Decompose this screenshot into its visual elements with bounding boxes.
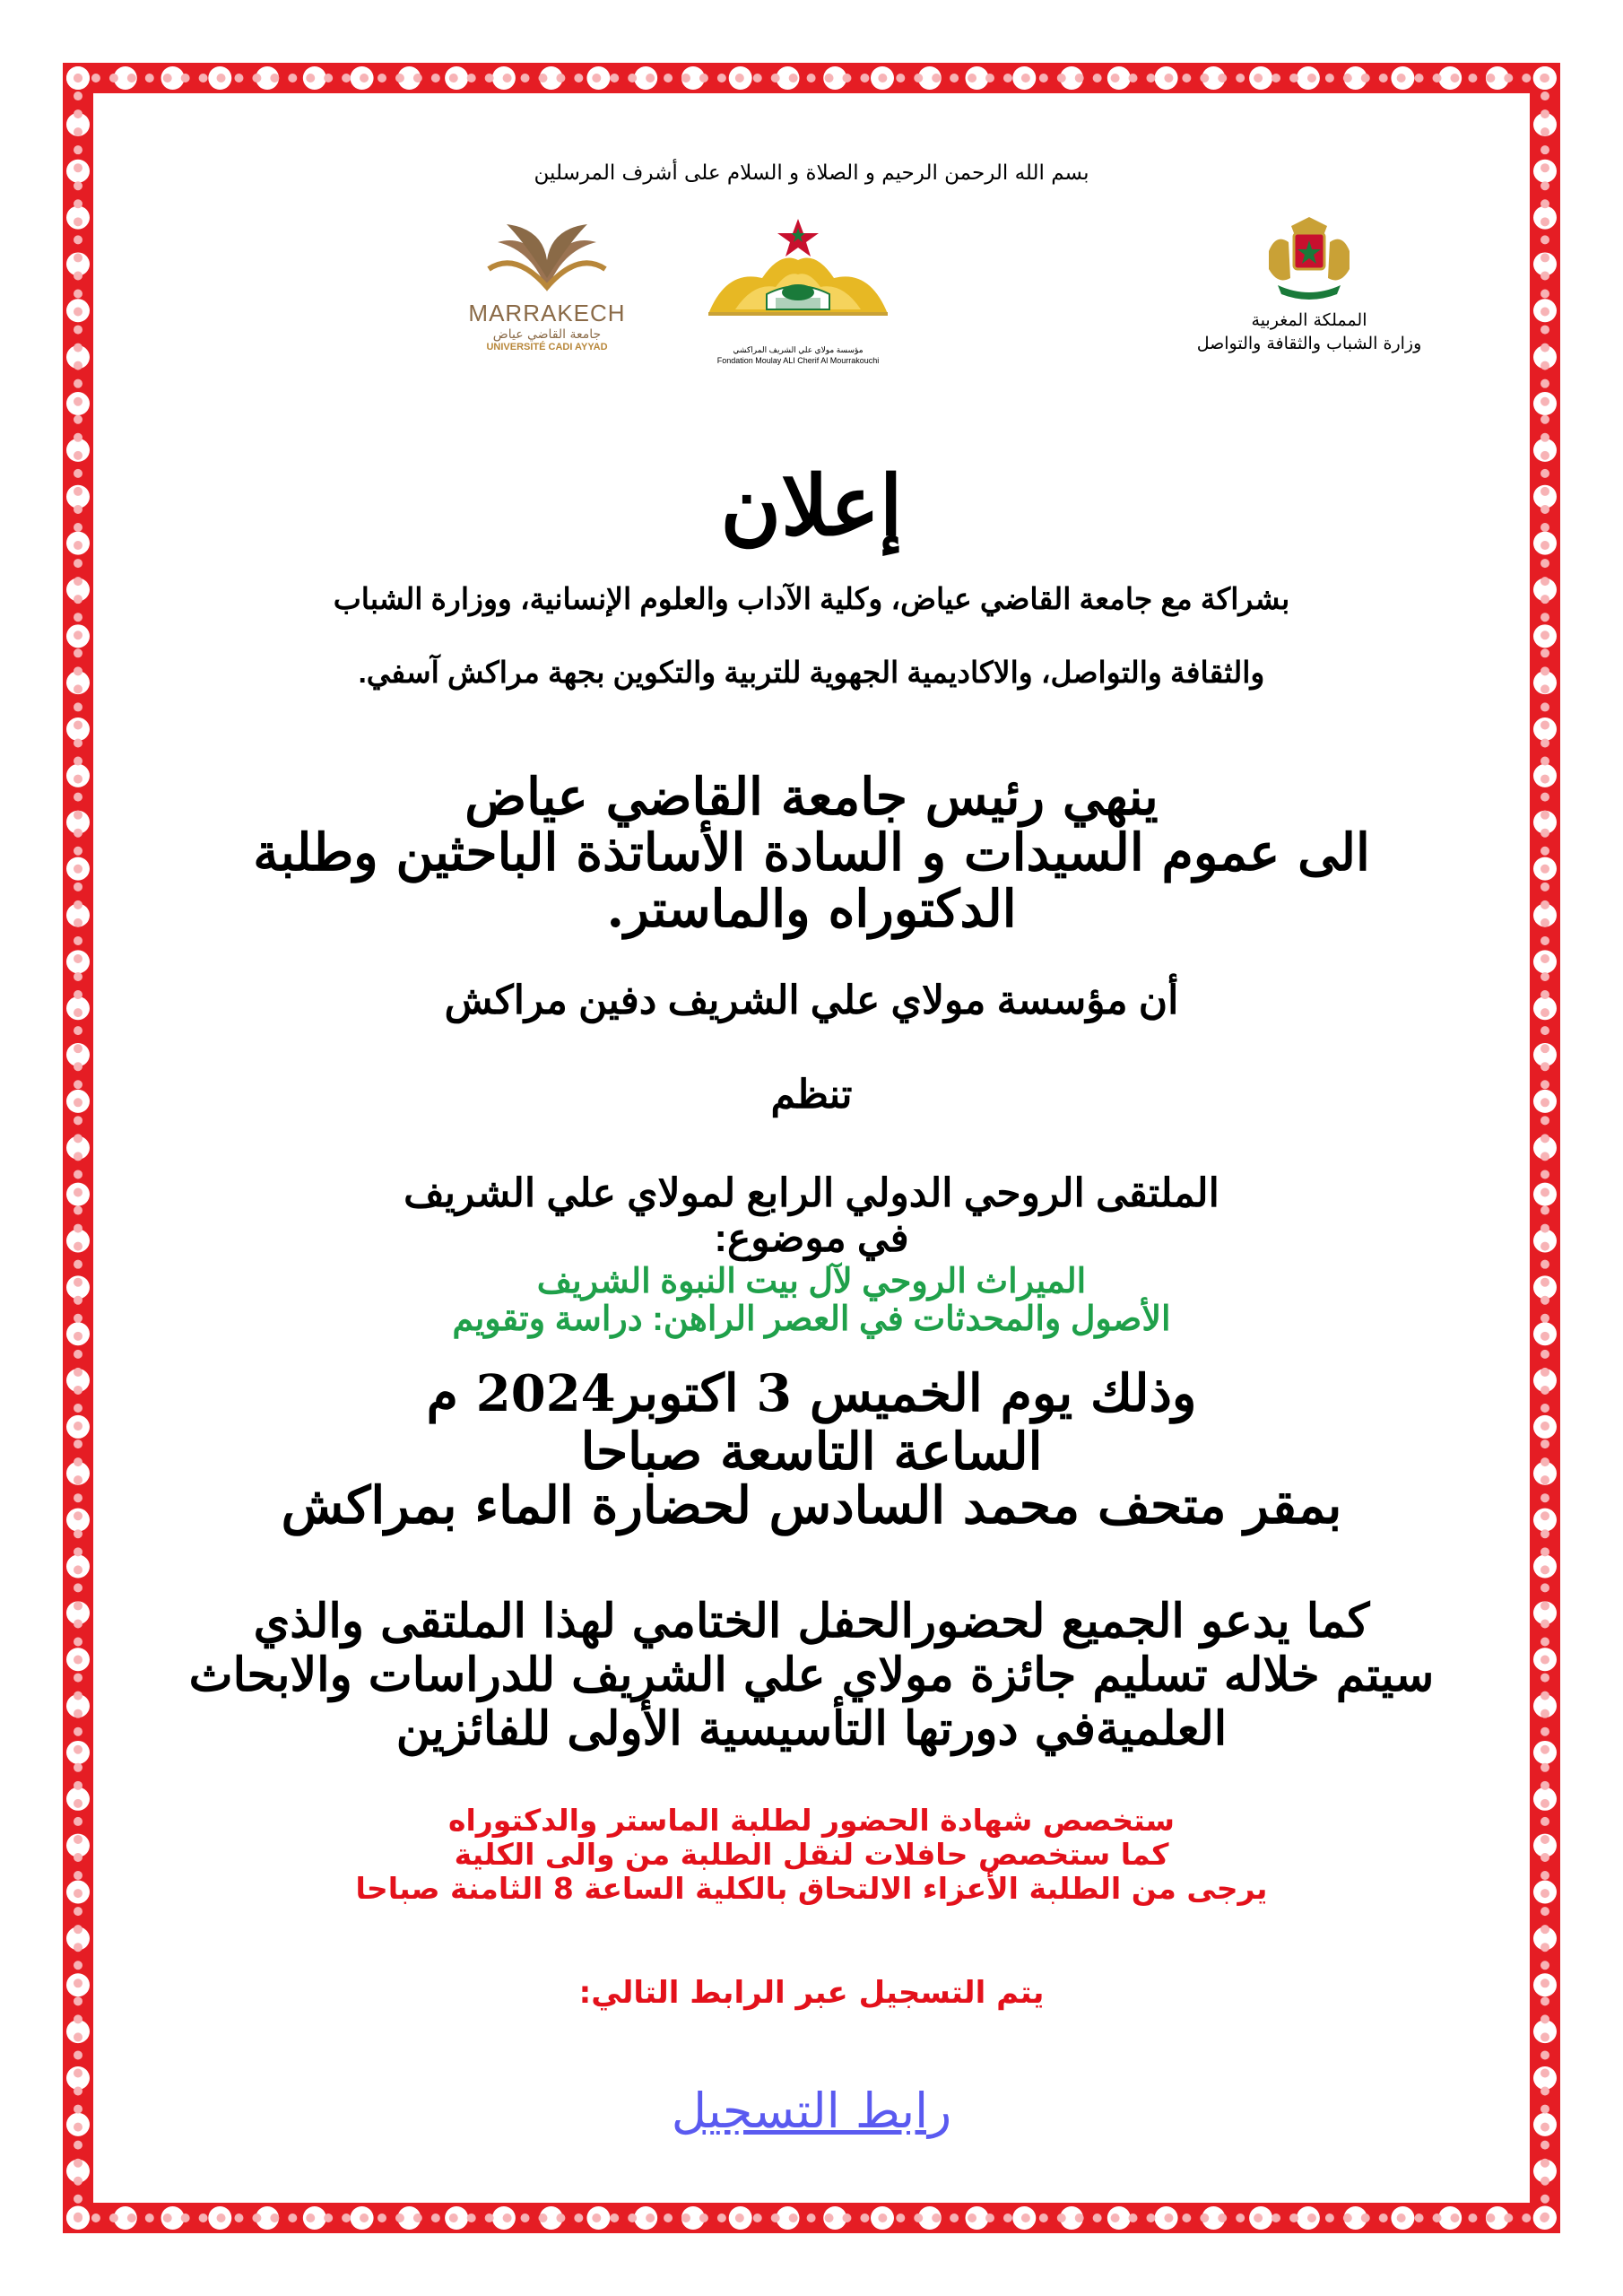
note-arrival: يرجى من الطلبة الأعزاء الالتحاق بالكلية الساعة 8 الثامنة صباحا [355,1871,1268,1906]
university-name-ar: جامعة القاضي عياض [492,327,602,342]
date-year: 2024 [475,1364,616,1423]
notice-line-3: الدكتوراه والماستر. [606,879,1017,939]
invitation-line-3: العلميةفي دورتها التأسيسية الأولى للفائزين [395,1701,1228,1756]
event-date [143,1363,1480,1423]
ministry-logo [1193,215,1426,355]
organizes-text: تنظم [770,1073,853,1117]
date-suffix: م [426,1363,458,1423]
decorative-border [63,63,1560,2233]
foundation-name-ar: مؤسسة مولاي علي الشريف المراكشي [733,345,864,354]
notice-line-1: ينهي رئيس جامعة القاضي عياض [464,767,1159,827]
ministry-name-line1: المملكة المغربية [1251,310,1367,330]
university-name-fr: UNIVERSITÉ CADI AYYAD [486,342,608,352]
topic-line-2: الأصول والمحدثات في العصر الراهن: دراسة وتقويم [452,1300,1171,1338]
date-prefix: وذلك يوم الخميس 3 اكتوبر [615,1363,1197,1423]
university-palm-icon [480,215,614,296]
coat-of-arms-icon [1260,215,1358,305]
event-name: الملتقى الروحي الدولي الرابع لمولاي علي الشريف [404,1171,1219,1215]
invitation-line-2: سيتم خلاله تسليم جائزة مولاي علي الشريف للدراسات والابحاث [188,1648,1435,1702]
registration-instruction: يتم التسجيل عبر الرابط التالي: [578,1975,1045,2011]
university-logo [457,215,637,352]
partnership-line-2: والثقافة والتواصل، والاكاديمية الجهوية للتربية والتكوين بجهة مراكش آسفي. [358,656,1265,689]
registration-link[interactable]: رابط التسجيل [671,2083,952,2139]
note-certificate: ستخصص شهادة الحضور لطلبة الماستر والدكتوراه [448,1803,1175,1838]
foundation-name-latin: Fondation Moulay ALI Cherif Al Mourrakouchi [716,356,880,365]
organizer-text: أن مؤسسة مولاي علي الشريف دفين مراكش [444,978,1179,1022]
event-time: الساعة التاسعة صباحا [580,1422,1043,1482]
university-city: MARRAKECH [468,300,626,326]
notice-line-2: الى عموم السيدات و السادة الأساتذة الباحثين وطلبة [253,822,1370,883]
foundation-logo [681,215,915,366]
page-title: إعلان [720,457,903,554]
topic-label: في موضوع: [714,1216,909,1260]
topic-line-1: الميراث الروحي لآل بيت النبوة الشريف [536,1263,1087,1300]
invitation-line-1: كما يدعو الجميع لحضورالحفل الختامي لهذا الملتقى والذي [253,1594,1370,1648]
basmala: بسم الله الرحمن الرحيم و الصلاة و السلام على أشرف المرسلين [534,161,1089,185]
foundation-emblem-icon [690,215,906,341]
note-buses: كما ستخصص حافلات لنقل الطلبة من والى الكلية [454,1837,1169,1872]
event-venue: بمقر متحف محمد السادس لحضارة الماء بمراكش [281,1475,1342,1535]
ministry-name-line2: وزارة الشباب والثقافة والتواصل [1196,334,1422,353]
partnership-line-1: بشراكة مع جامعة القاضي عياض، وكلية الآداب والعلوم الإنسانية، ووزارة الشباب [333,582,1290,615]
